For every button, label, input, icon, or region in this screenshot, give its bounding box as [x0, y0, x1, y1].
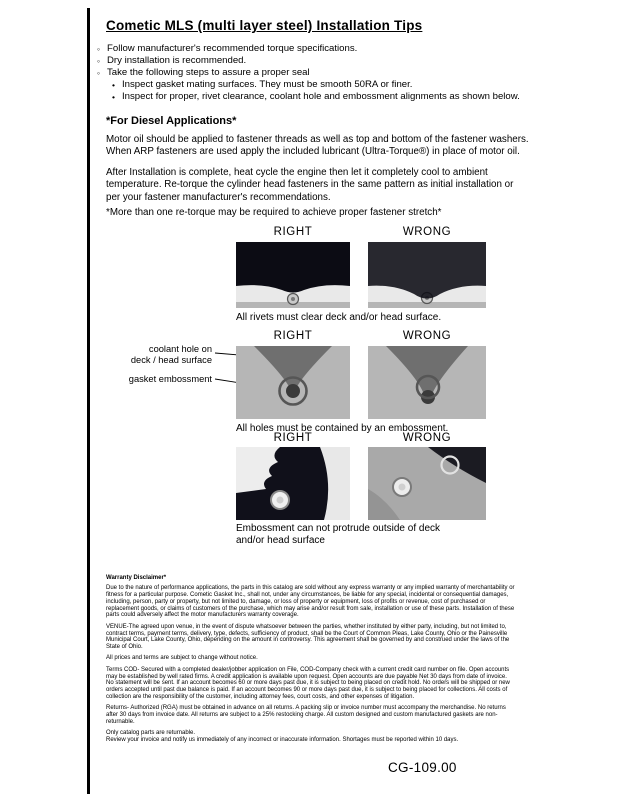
tip-text: Dry installation is recommended. [107, 55, 247, 66]
annotation-line: coolant hole on [148, 344, 212, 354]
deck-edge-right-diagram [236, 447, 350, 520]
row1-right-label: RIGHT [273, 226, 313, 238]
diesel-paragraph-2: After Installation is complete, heat cycle the engine then let it completely cool to ambient temperature. Re-torque the cylinder head fasteners in the same pattern as initial installation or per your fastener manufacturer's recommendations. [106, 167, 514, 203]
left-margin-rule [87, 8, 90, 794]
filled-bullet-icon: • [112, 80, 115, 90]
open-bullet-icon: ◦ [97, 44, 101, 54]
legal-paragraph: Returns- Authorized (RGA) must be obtained in advance on all returns. A packing slip or invoice number must accompany the merchandise. No returns after 30 days from invoice date. All returns are subject to a 25% restocking charge. All custom designed and custom manufactured gaskets are non-returnable. [106, 705, 506, 725]
rivet-covered-illustration [368, 242, 486, 308]
embossment-annotation: gasket embossment [128, 374, 212, 384]
page-number: CG-109.00 [388, 760, 457, 775]
diesel-paragraph-3: *More than one re-torque may be required to achieve proper fastener stretch* [106, 207, 442, 218]
legal-paragraph: All prices and terms are subject to change without notice. [106, 655, 258, 662]
embossment-right-diagram [236, 346, 350, 419]
legal-paragraph: Due to the nature of performance applications, the parts in this catalog are sold without any express warranty or any implied warranty of merchantability or fitness for a particular purpose. Cometic Gasket Inc., shall not, under any circumstances, be liable for any special, incidental or consequential damages, including, person, party or property, but not limited to, damage, or loss of property or equipment, loss of profits or revenue, cost of purchased or replacement goods, or claims of customers of the purchase, which may arise and/or result from sale, installation or use of these parts. Installation of these parts could adversely affect the motor manufacturers warranty coverage. [106, 585, 515, 619]
legal-paragraph: Only catalog parts are returnable. [106, 730, 196, 737]
list-item [97, 79, 567, 91]
installation-tips-list [97, 43, 567, 103]
rivet-clear-illustration [236, 242, 350, 308]
legal-paragraph: Review your invoice and notify us immediately of any incorrect or inaccurate information. Shortages must be reported within 10 days. [106, 736, 459, 743]
deck-edge-wrong-diagram [368, 447, 486, 520]
row1-wrong-label: WRONG [402, 226, 452, 238]
tip-text: Inspect for proper, rivet clearance, coolant hole and embossment alignments as shown below. [122, 91, 520, 102]
row2-right-label: RIGHT [273, 330, 313, 342]
row3-caption-line2: and/or head surface [236, 535, 325, 546]
row3-caption-line1: Embossment can not protrude outside of deck [236, 523, 441, 534]
legal-paragraph: VENUE-The agreed upon venue, in the event of dispute whatsoever between the parties, whether instituted by either party, including, but not limited to, contract terms, payment terms, delivery, type, defects, sufficiency of product, shall be the Court of Common Pleas, Lake County, Ohio or the Painesville Municipal Court, Lake County, Ohio, depending on the amount in controversy. This agreement shall be governed by and construed under the laws of the State of Ohio. [106, 623, 510, 651]
tip-text: Follow manufacturer's recommended torque specifications. [107, 43, 358, 54]
embossment-inside-illustration [236, 447, 350, 520]
list-item [97, 55, 567, 67]
annotation-line: deck / head surface [130, 354, 212, 365]
list-item [97, 91, 567, 103]
filled-bullet-icon: • [112, 92, 115, 102]
hole-contained-illustration [236, 346, 350, 419]
open-bullet-icon: ◦ [97, 56, 101, 66]
open-bullet-icon: ◦ [97, 68, 101, 78]
embossment-protruding-illustration [368, 447, 486, 520]
row3-right-label: RIGHT [273, 432, 313, 444]
rivet-wrong-diagram [368, 242, 486, 308]
tip-text: Take the following steps to assure a proper seal [107, 67, 310, 78]
row2-wrong-label: WRONG [402, 330, 452, 342]
diesel-paragraph-1: Motor oil should be applied to fastener threads as well as top and bottom of the fastener washers. When ARP fasteners are used apply the included lubricant (Ultra-Torque®) in place of motor oil. [106, 134, 529, 158]
row1-caption: All rivets must clear deck and/or head surface. [236, 312, 442, 323]
hole-not-contained-illustration [368, 346, 486, 419]
legal-section [106, 575, 516, 748]
warranty-disclaimer-heading: Warranty Disclaimer* [106, 575, 167, 581]
diesel-applications-heading: *For Diesel Applications* [106, 115, 237, 127]
embossment-wrong-diagram [368, 346, 486, 419]
legal-paragraph: Terms COD- Secured with a completed dealer/jobber application on File, COD-Company check with a current credit card number on file. Open accounts may be established by well rated firms. A credit application is available upon request. Open accounts are due payable Net 30 days from date of invoice. No statement will be sent. If an account becomes 60 or more days past due, it is subject to being placed on credit hold. No orders will be shipped or new orders accepted until past due balance is paid. If an account becomes 90 or more days past due, it is subject to being placed for collections. All costs of collection are the responsibility of the customer, including attorney fees, court costs, and other expenses of litigation. [106, 666, 510, 700]
row3-wrong-label: WRONG [402, 432, 452, 444]
rivet-right-diagram [236, 242, 350, 308]
list-item [97, 43, 567, 55]
coolant-hole-annotation [130, 344, 212, 365]
tip-text: Inspect gasket mating surfaces. They must be smooth 50RA or finer. [122, 79, 413, 90]
list-item [97, 67, 567, 79]
page-title: Cometic MLS (multi layer steel) Installation Tips [106, 18, 423, 33]
row2-caption: All holes must be contained by an embossment. [236, 423, 449, 434]
